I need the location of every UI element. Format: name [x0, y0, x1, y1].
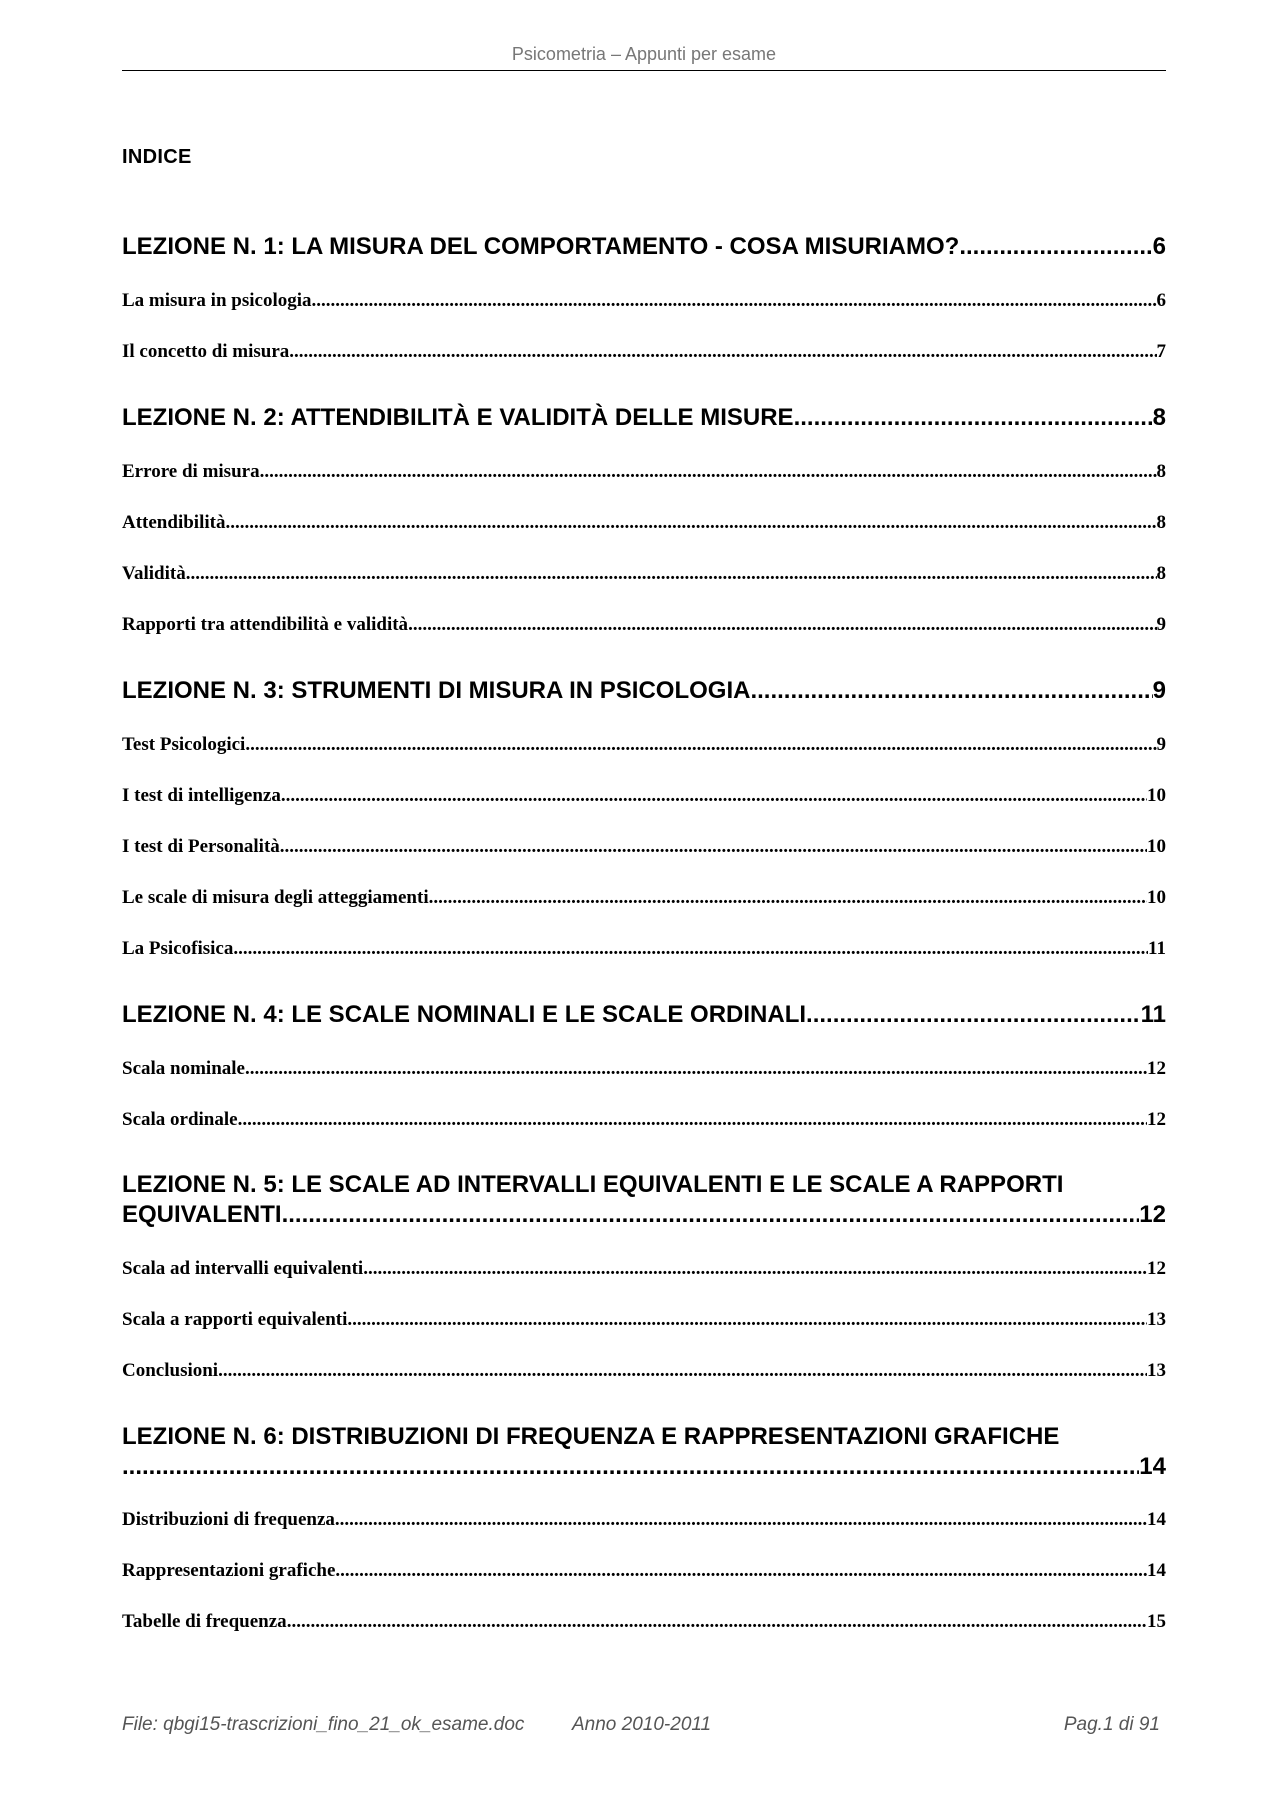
toc-page-number: 14: [1139, 1453, 1166, 1480]
toc-page-number: 11: [1148, 938, 1166, 959]
toc-leader-dots: [225, 512, 1156, 534]
toc-page-number: 13: [1147, 1360, 1166, 1381]
toc-section[interactable]: [122, 1360, 1166, 1382]
toc-lesson-4[interactable]: [122, 1001, 1166, 1029]
toc-leader-dots: [281, 785, 1147, 807]
toc-section-title: Tabelle di frequenza: [122, 1611, 287, 1632]
toc-section-title: Test Psicologici: [122, 734, 246, 755]
toc-section[interactable]: [122, 1309, 1166, 1331]
toc-section[interactable]: [122, 1058, 1166, 1080]
toc-leader-dots: [335, 1560, 1147, 1582]
toc-leader-dots: [408, 614, 1156, 636]
toc-page-number: 9: [1156, 734, 1166, 755]
toc-section[interactable]: [122, 938, 1166, 960]
toc-leader-dots: [750, 677, 1152, 705]
toc-lesson-title-line1: LEZIONE N. 5: LE SCALE AD INTERVALLI EQUIVALENTI E LE SCALE A RAPPORTI: [122, 1171, 1064, 1198]
toc-leader-dots: [289, 341, 1156, 363]
toc-section[interactable]: [122, 1611, 1166, 1633]
footer-year: Anno 2010-2011: [572, 1714, 712, 1735]
toc-section-title: Scala a rapporti equivalenti: [122, 1309, 348, 1330]
toc-lesson-5[interactable]: [122, 1170, 1166, 1230]
toc-page-number: 10: [1147, 887, 1166, 908]
toc-lesson-2[interactable]: [122, 404, 1166, 432]
toc-section-title: I test di intelligenza: [122, 785, 281, 806]
toc-lesson-title: LEZIONE N. 1: LA MISURA DEL COMPORTAMENTO - COSA MISURIAMO?: [122, 233, 960, 260]
toc-page-number: 9: [1156, 614, 1166, 635]
toc-section-title: La Psicofisica: [122, 938, 234, 959]
toc-page-number: 7: [1156, 341, 1166, 362]
toc-section[interactable]: [122, 836, 1166, 858]
toc-lesson-title-line2-row: [122, 1452, 1166, 1482]
toc-section-title: La misura in psicologia: [122, 290, 312, 311]
toc-page-number: 10: [1147, 785, 1166, 806]
toc-page-number: 14: [1147, 1509, 1166, 1530]
toc-section[interactable]: [122, 614, 1166, 636]
toc-page-number: 12: [1147, 1058, 1166, 1079]
footer-page-number: Pag.1 di 91: [1063, 1714, 1160, 1735]
toc-section[interactable]: [122, 563, 1166, 585]
toc-section-title: Attendibilità: [122, 512, 226, 533]
toc-lesson-6[interactable]: [122, 1422, 1166, 1482]
toc-page-number: 6: [1152, 233, 1166, 260]
toc-section-title: Errore di misura: [122, 461, 260, 482]
toc-section-title: I test di Personalità: [122, 836, 280, 857]
toc-page-number: 8: [1156, 461, 1166, 482]
toc-leader-dots: [186, 563, 1157, 585]
toc-section-title: Scala ordinale: [122, 1109, 238, 1130]
toc-section[interactable]: [122, 1258, 1166, 1280]
toc-page-number: 8: [1152, 404, 1166, 431]
toc-leader-dots: [429, 887, 1147, 909]
toc-section[interactable]: [122, 887, 1166, 909]
toc-page-number: 13: [1147, 1309, 1166, 1330]
toc-section[interactable]: [122, 1109, 1166, 1131]
toc-page-number: 12: [1147, 1109, 1166, 1130]
toc-leader-dots: [363, 1258, 1147, 1280]
toc-leader-dots: [794, 404, 1153, 432]
toc-leader-dots: [806, 1001, 1141, 1029]
toc-section-title: Scala nominale: [122, 1058, 245, 1079]
toc-section-title: Rappresentazioni grafiche: [122, 1560, 336, 1581]
toc-section[interactable]: [122, 290, 1166, 312]
toc-page-number: 10: [1147, 836, 1166, 857]
toc-page-number: 11: [1140, 1001, 1166, 1028]
toc-page-number: 8: [1156, 512, 1166, 533]
toc-section[interactable]: [122, 1509, 1166, 1531]
toc-page-number: 15: [1147, 1611, 1166, 1632]
toc-lesson-title: LEZIONE N. 2: ATTENDIBILITÀ E VALIDITÀ DELLE MISURE: [122, 404, 794, 431]
toc-leader-dots: [260, 461, 1157, 483]
toc-leader-dots: [312, 290, 1157, 312]
page-header: [122, 44, 1166, 71]
toc-leader-dots: [218, 1360, 1147, 1382]
toc-leader-dots: [959, 233, 1152, 261]
toc-leader-dots: [280, 836, 1147, 858]
toc-section-title: Conclusioni: [122, 1360, 219, 1381]
toc-leader-dots: [347, 1309, 1147, 1331]
toc-page-number: 12: [1139, 1201, 1166, 1228]
toc-page-number: 12: [1147, 1258, 1166, 1279]
toc-lesson-title-line1: LEZIONE N. 6: DISTRIBUZIONI DI FREQUENZA E RAPPRESENTAZIONI GRAFICHE: [122, 1423, 1060, 1450]
toc-section[interactable]: [122, 1560, 1166, 1582]
toc-page-number: 8: [1156, 563, 1166, 584]
index-heading: INDICE: [122, 146, 192, 168]
toc-leader-dots: [282, 1200, 1140, 1230]
toc-lesson-1[interactable]: [122, 233, 1166, 261]
toc-leader-dots: [335, 1509, 1147, 1531]
toc-leader-dots: [238, 1109, 1147, 1131]
toc-leader-dots: [233, 938, 1148, 960]
toc-page-number: 14: [1147, 1560, 1166, 1581]
toc-section-title: Validità: [122, 563, 186, 584]
toc-page-number: 9: [1152, 677, 1166, 704]
toc-page-number: 6: [1156, 290, 1166, 311]
toc-lesson-title-line2: EQUIVALENTI: [122, 1201, 282, 1228]
toc-section-title: Distribuzioni di frequenza: [122, 1509, 335, 1530]
toc-lesson-title: LEZIONE N. 3: STRUMENTI DI MISURA IN PSICOLOGIA: [122, 677, 751, 704]
toc-section-title: Le scale di misura degli atteggiamenti: [122, 887, 429, 908]
toc-section-title: Scala ad intervalli equivalenti: [122, 1258, 364, 1279]
toc-lesson-title-line2-row: [122, 1200, 1166, 1230]
toc-leader-dots: [245, 734, 1156, 756]
toc-leader-dots: [122, 1452, 1139, 1482]
toc-section[interactable]: [122, 461, 1166, 483]
toc-leader-dots: [287, 1611, 1147, 1633]
toc-section[interactable]: [122, 785, 1166, 807]
toc-lesson-title: LEZIONE N. 4: LE SCALE NOMINALI E LE SCALE ORDINALI: [122, 1001, 807, 1028]
header-title: Psicometria – Appunti per esame: [511, 44, 777, 64]
toc-leader-dots: [245, 1058, 1147, 1080]
footer-file-name: File: qbgi15-trascrizioni_fino_21_ok_esame.doc: [122, 1714, 525, 1735]
toc-lesson-3[interactable]: [122, 677, 1166, 705]
toc-section[interactable]: [122, 512, 1166, 534]
toc-section[interactable]: [122, 734, 1166, 756]
toc-section[interactable]: [122, 341, 1166, 363]
toc-section-title: Rapporti tra attendibilità e validità: [122, 614, 409, 635]
toc-section-title: Il concetto di misura: [122, 341, 290, 362]
